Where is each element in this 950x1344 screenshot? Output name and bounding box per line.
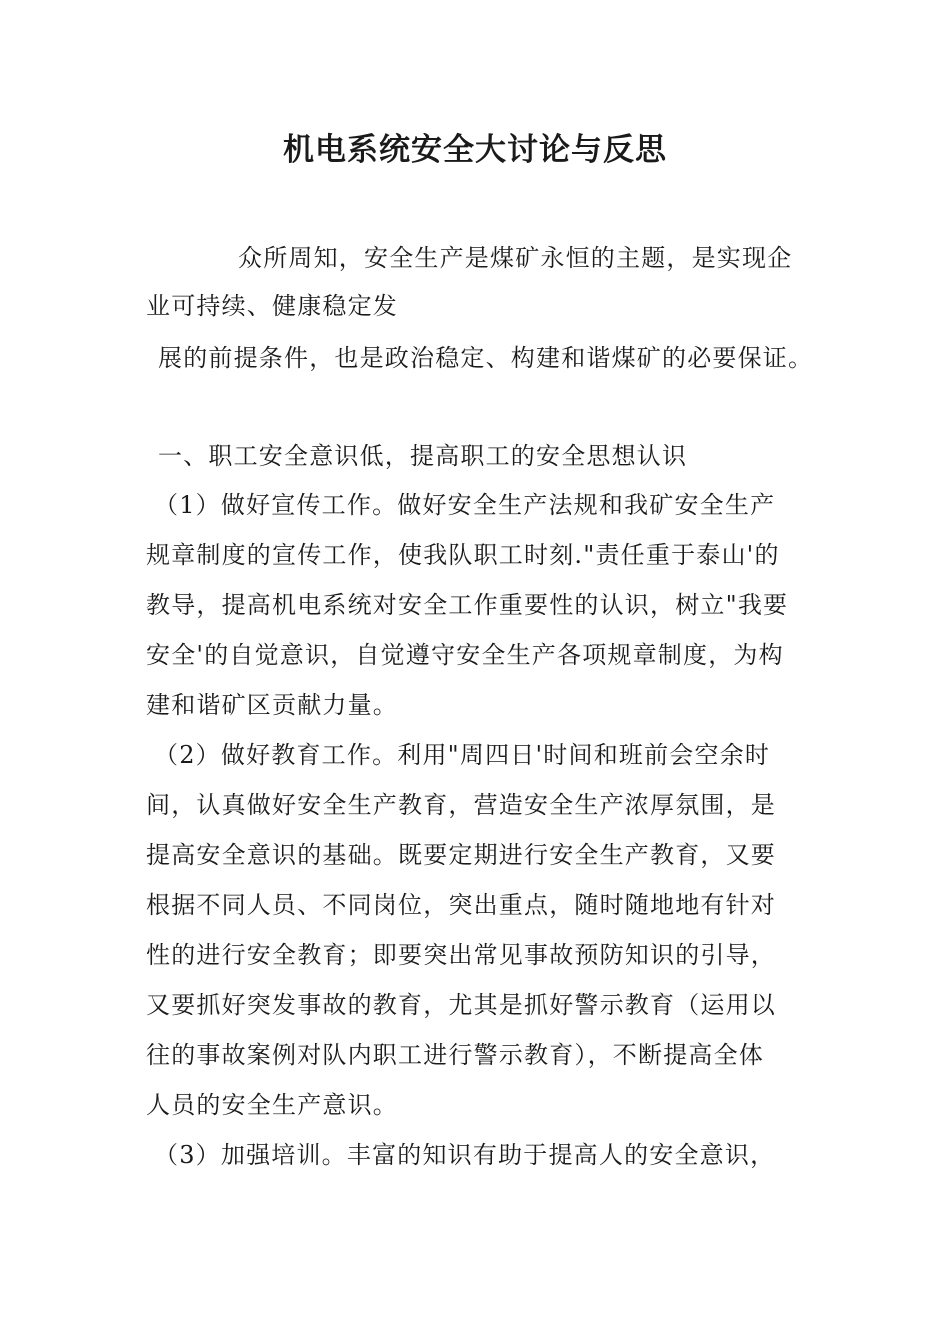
document-title: 机电系统安全大讨论与反思 bbox=[283, 132, 667, 168]
paragraph-2-line-7: 往的事故案例对队内职工进行警示教育），不断提高全体 bbox=[146, 1041, 764, 1069]
paragraph-2-line-4: 根据不同人员、不同岗位，突出重点，随时随地地有针对 bbox=[146, 891, 776, 919]
paragraph-3-line-1: （3）加强培训。丰富的知识有助于提高人的安全意识， bbox=[154, 1141, 776, 1169]
section-heading-1: 一、职工安全意识低，提高职工的安全思想认识 bbox=[158, 442, 688, 470]
intro-line-1: 众所周知，安全生产是煤矿永恒的主题，是实现企 bbox=[238, 244, 793, 272]
paragraph-2-line-2: 间，认真做好安全生产教育，营造安全生产浓厚氛围，是 bbox=[146, 791, 776, 819]
paragraph-1-line-1: （1）做好宣传工作。做好安全生产法规和我矿安全生产 bbox=[154, 491, 776, 519]
paragraph-1-line-2: 规章制度的宣传工作，使我队职工时刻."责任重于泰山'的 bbox=[146, 541, 780, 569]
paragraph-1-line-5: 建和谐矿区贡献力量。 bbox=[146, 691, 398, 719]
paragraph-2-line-1: （2）做好教育工作。利用"周四日'时间和班前会空余时 bbox=[154, 741, 771, 769]
paragraph-1-line-4: 安全'的自觉意识，自觉遵守安全生产各项规章制度，为构 bbox=[146, 641, 784, 669]
intro-line-3: 展的前提条件，也是政治稳定、构建和谐煤矿的必要保证。 bbox=[158, 344, 814, 372]
intro-line-2: 业可持续、健康稳定发 bbox=[146, 292, 398, 320]
paragraph-2-line-6: 又要抓好突发事故的教育，尤其是抓好警示教育（运用以 bbox=[146, 991, 776, 1019]
paragraph-1-line-3: 教导，提高机电系统对安全工作重要性的认识，树立"我要 bbox=[146, 591, 789, 619]
paragraph-2-line-5: 性的进行安全教育；即要突出常见事故预防知识的引导， bbox=[146, 941, 776, 969]
paragraph-2-line-3: 提高安全意识的基础。既要定期进行安全生产教育，又要 bbox=[146, 841, 776, 869]
paragraph-2-line-8: 人员的安全生产意识。 bbox=[146, 1091, 398, 1119]
